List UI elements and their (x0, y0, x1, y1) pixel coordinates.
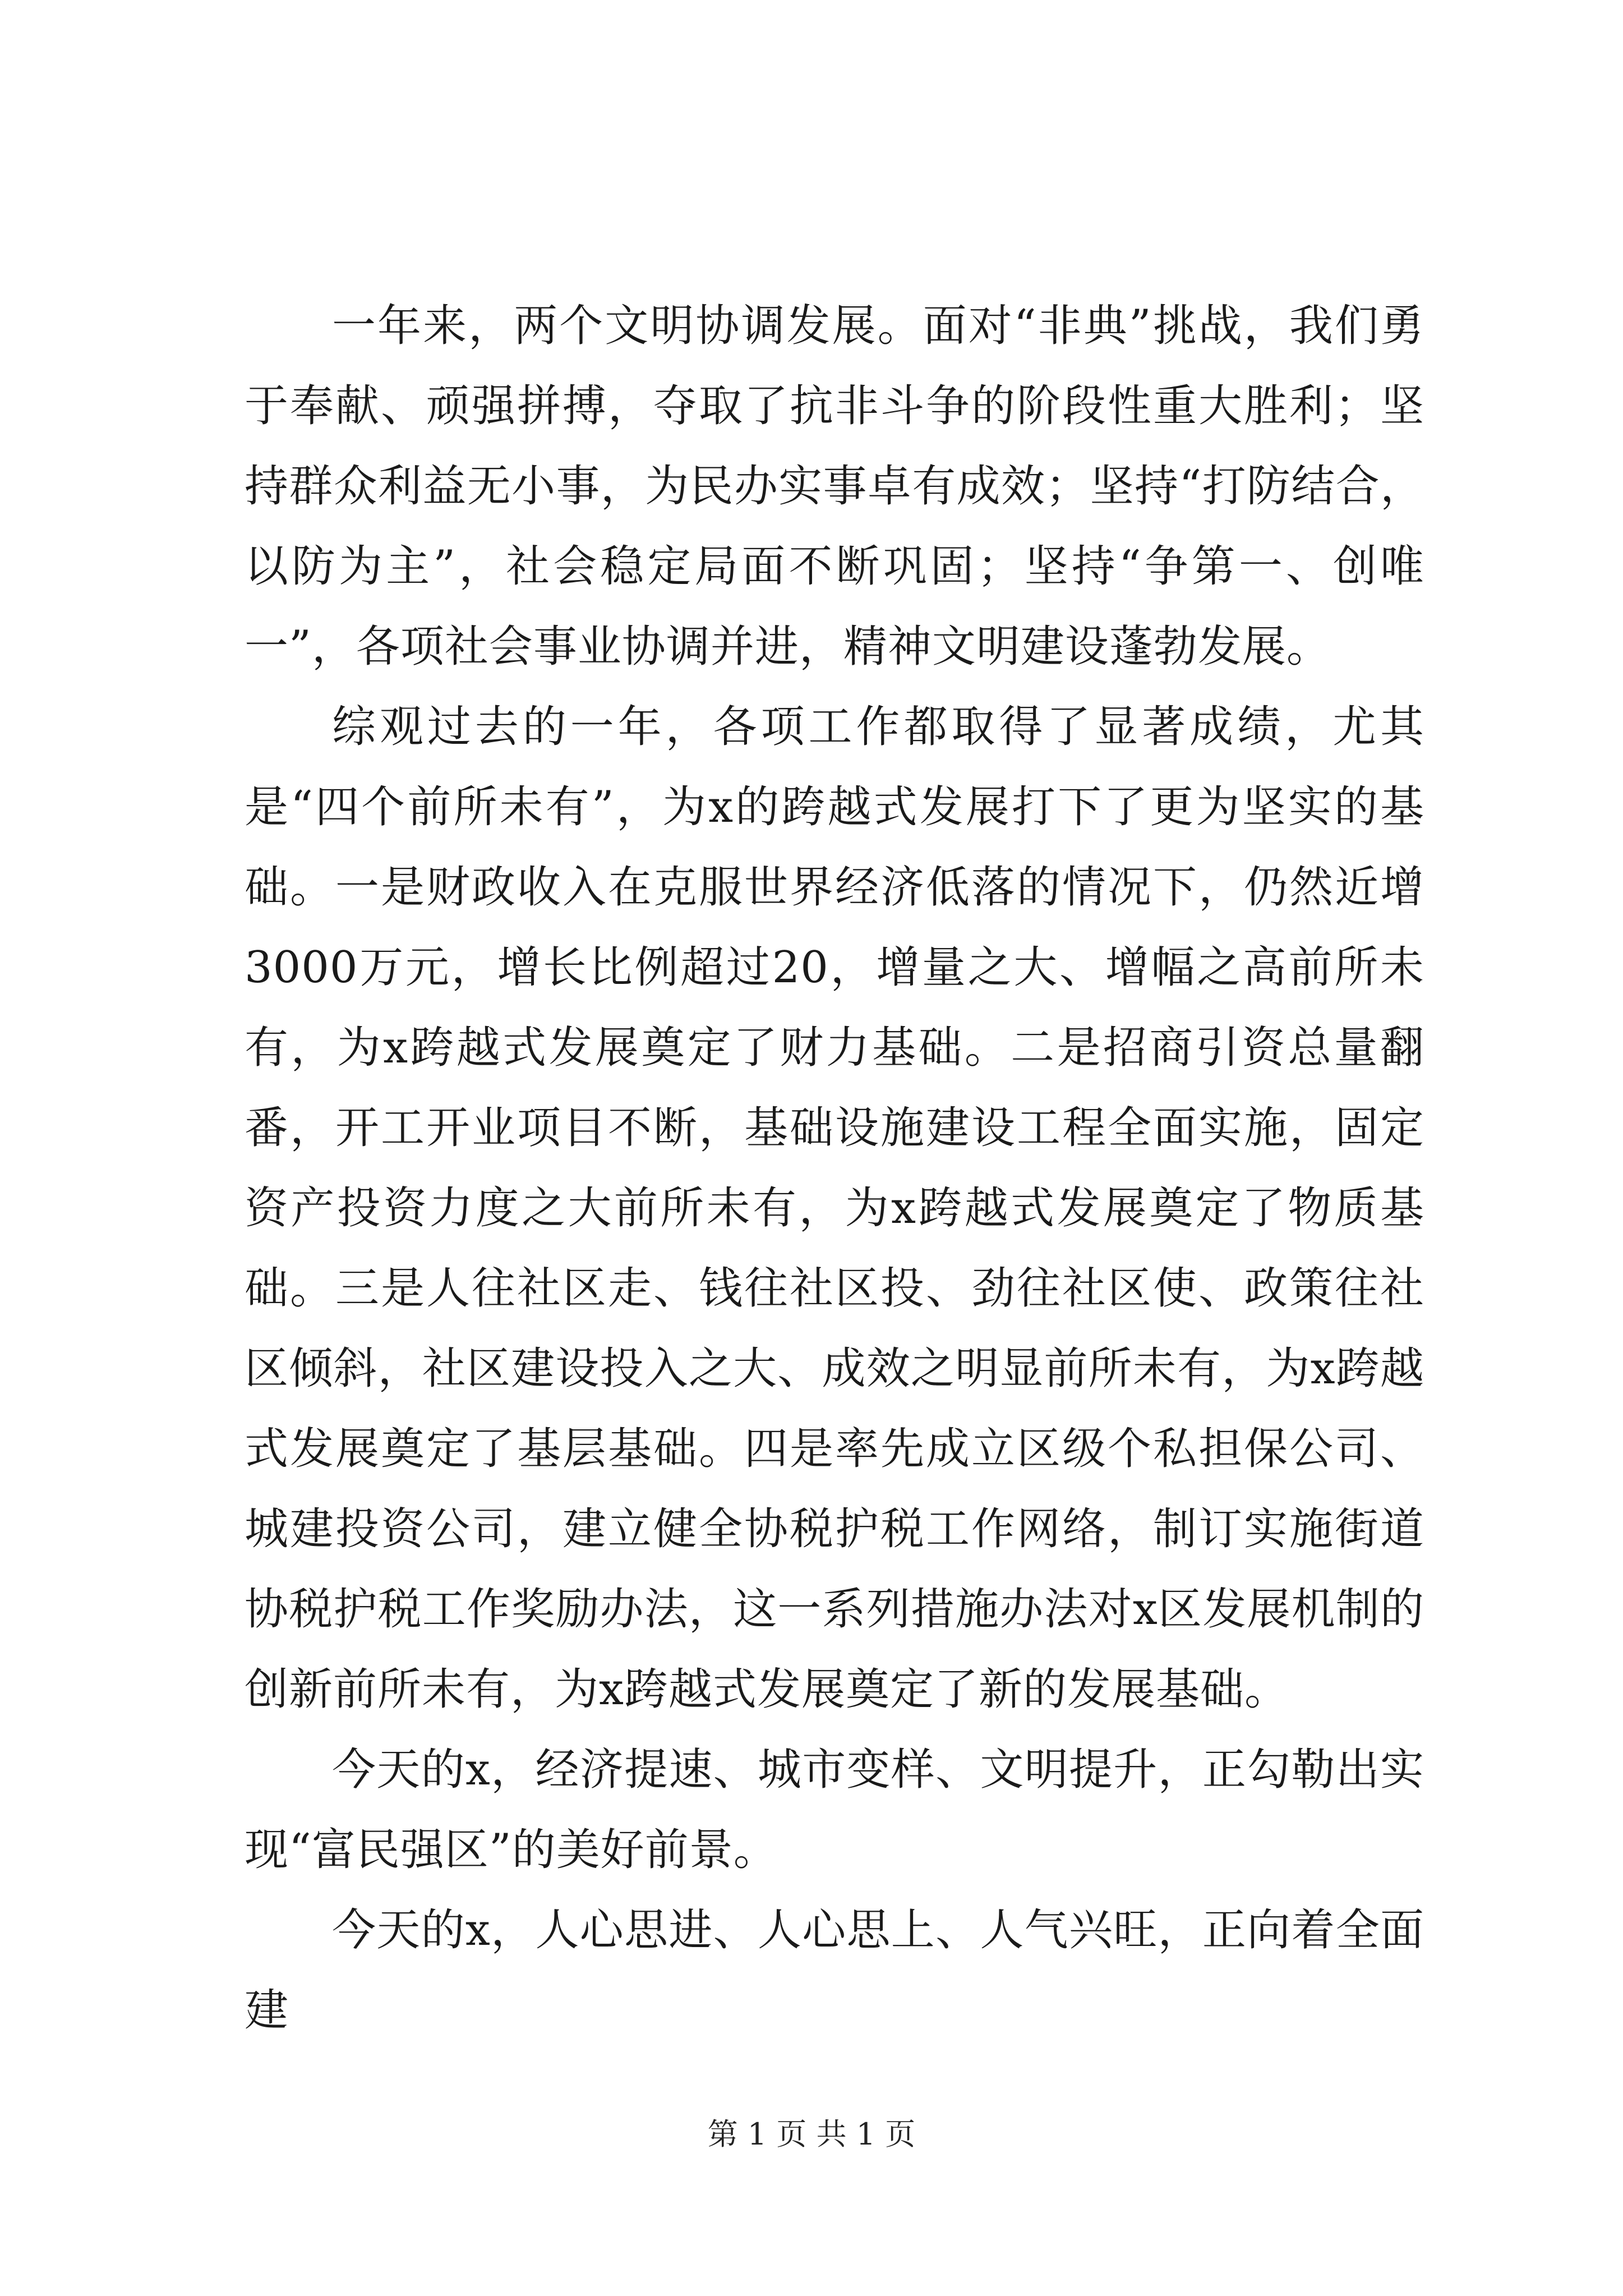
paragraph-2: 综观过去的一年，各项工作都取得了显著成绩，尤其是“四个前所未有”，为x的跨越式发展打下了更为坚实的基础。一是财政收入在克服世界经济低落的情况下，仍然近增3000万元，增长比例超过20，增量之大、增幅之高前所未有，为x跨越式发展奠定了财力基础。二是招商引资总量翻番，开工开业项目不断，基础设施建设工程全面实施，固定资产投资力度之大前所未有，为x跨越式发展奠定了物质基础。三是人往社区走、钱往社区投、劲往社区使、政策往社区倾斜，社区建设投入之大、成效之明显前所未有，为x跨越式发展奠定了基层基础。四是率先成立区级个私担保公司、城建投资公司，建立健全协税护税工作网络，制订实施街道协税护税工作奖励办法，这一系列措施办法对x区发展机制的创新前所未有，为x跨越式发展奠定了新的发展基础。 (245, 702, 1424, 1715)
paragraph-3: 今天的x，经济提速、城市变样、文明提升，正勾勒出实现“富民强区”的美好前景。 (245, 1745, 1424, 1875)
paragraph-1: 一年来，两个文明协调发展。面对“非典”挑战，我们勇于奉献、顽强拼搏，夺取了抗非斗争的阶段性重大胜利；坚持群众利益无小事，为民办实事卓有成效；坚持“打防结合，以防为主”，社会稳定局面不断巩固；坚持“争第一、创唯一”，各项社会事业协调并进，精神文明建设蓬勃发展。 (245, 301, 1424, 672)
document-body (245, 286, 1424, 2051)
page-number-footer: 第 1 页 共 1 页 (707, 2116, 916, 2152)
paragraph-4: 今天的x，人心思进、人心思上、人气兴旺，正向着全面建 (245, 1905, 1424, 2036)
